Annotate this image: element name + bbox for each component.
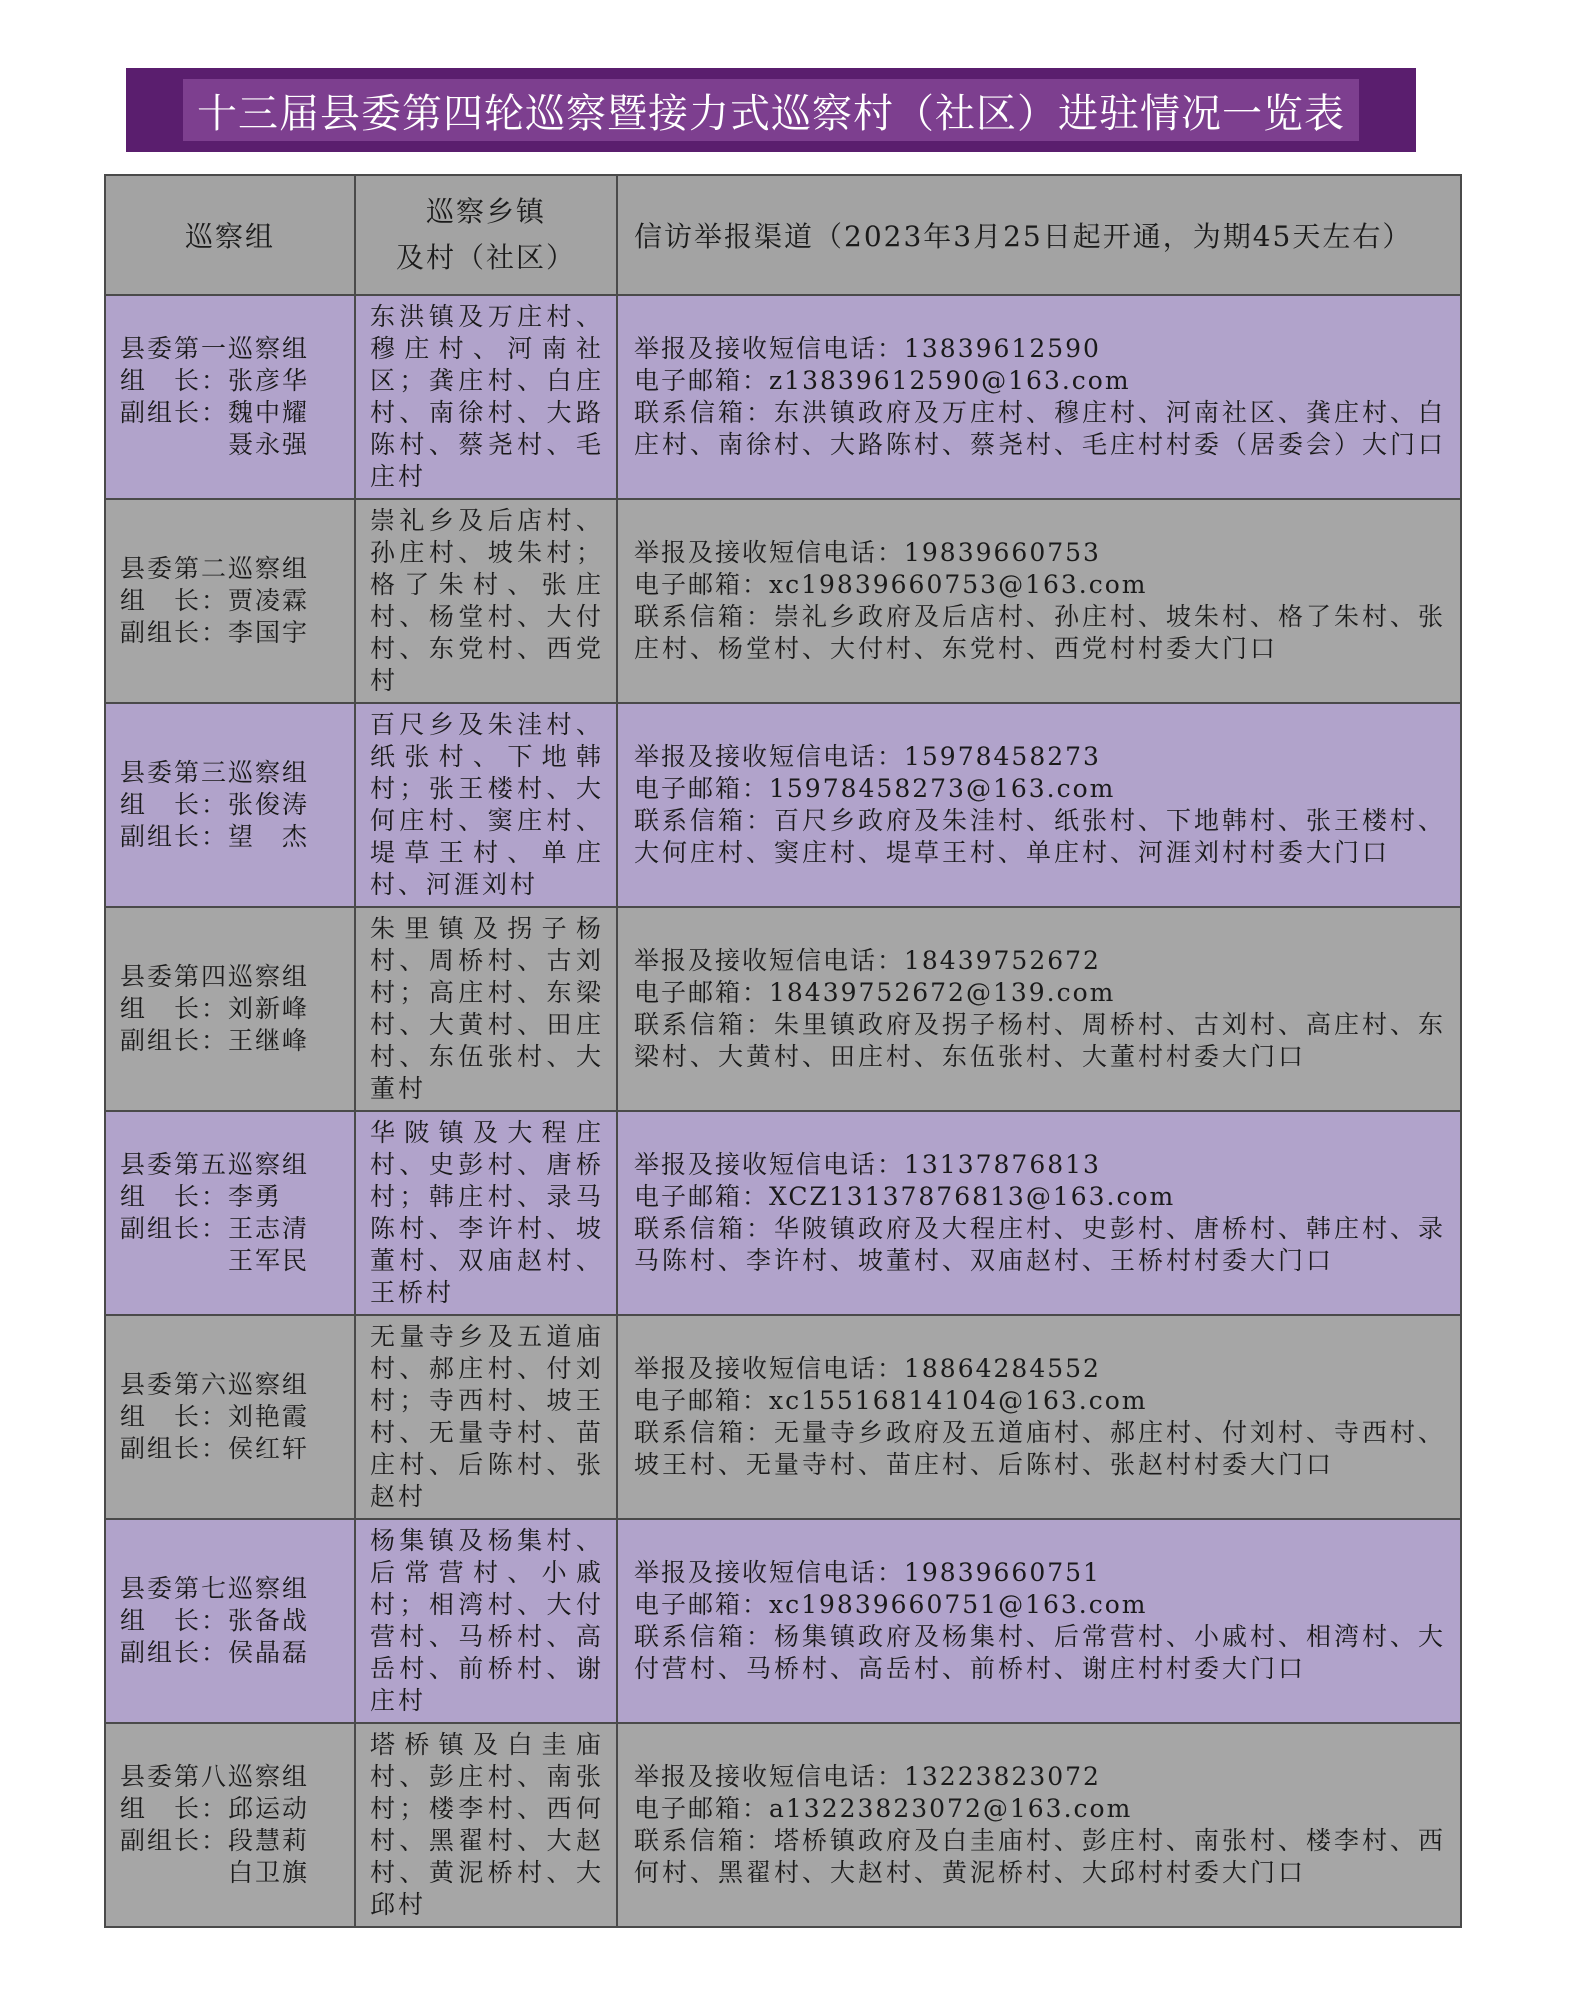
group-deputy: 副组长：望 杰 bbox=[120, 822, 310, 851]
villages-cell: 无量寺乡及五道庙村、郝庄村、付刘村；寺西村、坡王村、无量寺村、苗庄村、后陈村、张赵村 bbox=[355, 1315, 617, 1519]
group-name: 县委第三巡察组 bbox=[120, 758, 310, 787]
header-villages-line1: 巡察乡镇 bbox=[425, 195, 546, 228]
villages-cell: 塔桥镇及白圭庙村、彭庄村、南张村；楼李村、西何村、黑翟村、大赵村、黄泥桥村、大邱村 bbox=[355, 1723, 617, 1927]
mailbox-address: 联系信箱：无量寺乡政府及五道庙村、郝庄村、付刘村、寺西村、坡王村、无量寺村、苗庄村、后陈村、张赵村村委大门口 bbox=[634, 1418, 1447, 1479]
table-row bbox=[105, 1519, 1461, 1723]
villages-cell: 百尺乡及朱洼村、纸张村、下地韩村；张王楼村、大何庄村、窦庄村、堤草王村、单庄村、河涯刘村 bbox=[355, 703, 617, 907]
group-name: 县委第八巡察组 bbox=[120, 1762, 310, 1791]
group-leader: 组 长：刘艳霞 bbox=[120, 1402, 310, 1431]
group-deputy: 副组长：侯晶磊 bbox=[120, 1638, 310, 1667]
mailbox-address: 联系信箱：杨集镇政府及杨集村、后常营村、小戚村、相湾村、大付营村、马桥村、高岳村、前桥村、谢庄村村委大门口 bbox=[634, 1622, 1447, 1683]
group-name: 县委第二巡察组 bbox=[120, 554, 310, 583]
group-cell bbox=[105, 703, 355, 907]
mailbox-address: 联系信箱：朱里镇政府及拐子杨村、周桥村、古刘村、高庄村、东梁村、大黄村、田庄村、东伍张村、大董村村委大门口 bbox=[634, 1010, 1447, 1071]
group-deputy: 副组长：李国宇 bbox=[120, 618, 310, 647]
group-deputy: 副组长：王志清 bbox=[120, 1214, 310, 1243]
page-title: 十三届县委第四轮巡察暨接力式巡察村（社区）进驻情况一览表 bbox=[197, 90, 1345, 137]
report-email: 电子邮箱：xc19839660753@163.com bbox=[634, 570, 1148, 599]
group-cell bbox=[105, 1111, 355, 1315]
table-header-row bbox=[105, 175, 1461, 295]
group-deputy-2: 白卫旗 bbox=[120, 1858, 310, 1887]
report-email: 电子邮箱：15978458273@163.com bbox=[634, 774, 1116, 803]
report-email: 电子邮箱：a13223823072@163.com bbox=[634, 1794, 1133, 1823]
table-row bbox=[105, 499, 1461, 703]
table-row bbox=[105, 295, 1461, 499]
contact-cell bbox=[617, 1723, 1461, 1927]
group-name: 县委第六巡察组 bbox=[120, 1370, 310, 1399]
contact-cell bbox=[617, 703, 1461, 907]
table-body bbox=[105, 295, 1461, 1927]
inspection-table bbox=[104, 174, 1462, 1928]
group-leader: 组 长：张备战 bbox=[120, 1606, 310, 1635]
group-name: 县委第四巡察组 bbox=[120, 962, 310, 991]
report-phone: 举报及接收短信电话：13137876813 bbox=[634, 1150, 1101, 1179]
report-email: 电子邮箱：18439752672@139.com bbox=[634, 978, 1116, 1007]
group-cell bbox=[105, 499, 355, 703]
report-email: 电子邮箱：xc19839660751@163.com bbox=[634, 1590, 1148, 1619]
contact-cell bbox=[617, 499, 1461, 703]
report-phone: 举报及接收短信电话：15978458273 bbox=[634, 742, 1101, 771]
group-leader: 组 长：邱运动 bbox=[120, 1794, 310, 1823]
report-email: 电子邮箱：XCZ13137876813@163.com bbox=[634, 1182, 1176, 1211]
group-cell bbox=[105, 295, 355, 499]
report-phone: 举报及接收短信电话：18864284552 bbox=[634, 1354, 1101, 1383]
mailbox-address: 联系信箱：华陂镇政府及大程庄村、史彭村、唐桥村、韩庄村、录马陈村、李许村、坡董村、双庙赵村、王桥村村委大门口 bbox=[634, 1214, 1447, 1275]
header-contact: 信访举报渠道（2023年3月25日起开通，为期45天左右） bbox=[617, 175, 1461, 295]
contact-cell bbox=[617, 1519, 1461, 1723]
table-row bbox=[105, 907, 1461, 1111]
group-cell bbox=[105, 907, 355, 1111]
title-highlight bbox=[183, 79, 1359, 141]
group-deputy: 副组长：侯红轩 bbox=[120, 1434, 310, 1463]
group-cell bbox=[105, 1519, 355, 1723]
mailbox-address: 联系信箱：塔桥镇政府及白圭庙村、彭庄村、南张村、楼李村、西何村、黑翟村、大赵村、黄泥桥村、大邱村村委大门口 bbox=[634, 1826, 1447, 1887]
group-deputy: 副组长：王继峰 bbox=[120, 1026, 310, 1055]
mailbox-address: 联系信箱：东洪镇政府及万庄村、穆庄村、河南社区、龚庄村、白庄村、南徐村、大路陈村、蔡尧村、毛庄村村委（居委会）大门口 bbox=[634, 398, 1447, 459]
header-villages bbox=[355, 175, 617, 295]
group-name: 县委第五巡察组 bbox=[120, 1150, 310, 1179]
contact-cell bbox=[617, 1111, 1461, 1315]
group-deputy-2: 聂永强 bbox=[120, 430, 310, 459]
table-row bbox=[105, 1315, 1461, 1519]
mailbox-address: 联系信箱：百尺乡政府及朱洼村、纸张村、下地韩村、张王楼村、大何庄村、窦庄村、堤草王村、单庄村、河涯刘村村委大门口 bbox=[634, 806, 1447, 867]
villages-cell: 崇礼乡及后店村、孙庄村、坡朱村；格了朱村、张庄村、杨堂村、大付村、东党村、西党村 bbox=[355, 499, 617, 703]
report-phone: 举报及接收短信电话：18439752672 bbox=[634, 946, 1101, 975]
group-cell bbox=[105, 1723, 355, 1927]
report-phone: 举报及接收短信电话：13839612590 bbox=[634, 334, 1101, 363]
table-row bbox=[105, 703, 1461, 907]
table-row bbox=[105, 1723, 1461, 1927]
group-leader: 组 长：刘新峰 bbox=[120, 994, 310, 1023]
group-deputy: 副组长：段慧莉 bbox=[120, 1826, 310, 1855]
group-deputy-2: 王军民 bbox=[120, 1246, 310, 1275]
group-name: 县委第一巡察组 bbox=[120, 334, 310, 363]
group-deputy: 副组长：魏中耀 bbox=[120, 398, 310, 427]
villages-cell: 华陂镇及大程庄村、史彭村、唐桥村；韩庄村、录马陈村、李许村、坡董村、双庙赵村、王桥村 bbox=[355, 1111, 617, 1315]
contact-cell bbox=[617, 1315, 1461, 1519]
mailbox-address: 联系信箱：崇礼乡政府及后店村、孙庄村、坡朱村、格了朱村、张庄村、杨堂村、大付村、东党村、西党村村委大门口 bbox=[634, 602, 1447, 663]
group-leader: 组 长：张彦华 bbox=[120, 366, 310, 395]
report-phone: 举报及接收短信电话：13223823072 bbox=[634, 1762, 1101, 1791]
contact-cell bbox=[617, 295, 1461, 499]
group-leader: 组 长：李勇 bbox=[120, 1182, 283, 1211]
report-email: 电子邮箱：z13839612590@163.com bbox=[634, 366, 1131, 395]
group-cell bbox=[105, 1315, 355, 1519]
group-leader: 组 长：贾凌霖 bbox=[120, 586, 310, 615]
table-row bbox=[105, 1111, 1461, 1315]
header-villages-line2: 及村（社区） bbox=[395, 241, 576, 274]
report-phone: 举报及接收短信电话：19839660753 bbox=[634, 538, 1101, 567]
group-name: 县委第七巡察组 bbox=[120, 1574, 310, 1603]
villages-cell: 杨集镇及杨集村、后常营村、小戚村；相湾村、大付营村、马桥村、高岳村、前桥村、谢庄村 bbox=[355, 1519, 617, 1723]
villages-cell: 东洪镇及万庄村、穆庄村、河南社区；龚庄村、白庄村、南徐村、大路陈村、蔡尧村、毛庄村 bbox=[355, 295, 617, 499]
group-leader: 组 长：张俊涛 bbox=[120, 790, 310, 819]
title-banner bbox=[126, 68, 1416, 152]
contact-cell bbox=[617, 907, 1461, 1111]
header-group: 巡察组 bbox=[105, 175, 355, 295]
villages-cell: 朱里镇及拐子杨村、周桥村、古刘村；高庄村、东梁村、大黄村、田庄村、东伍张村、大董村 bbox=[355, 907, 617, 1111]
report-email: 电子邮箱：xc15516814104@163.com bbox=[634, 1386, 1148, 1415]
report-phone: 举报及接收短信电话：19839660751 bbox=[634, 1558, 1101, 1587]
